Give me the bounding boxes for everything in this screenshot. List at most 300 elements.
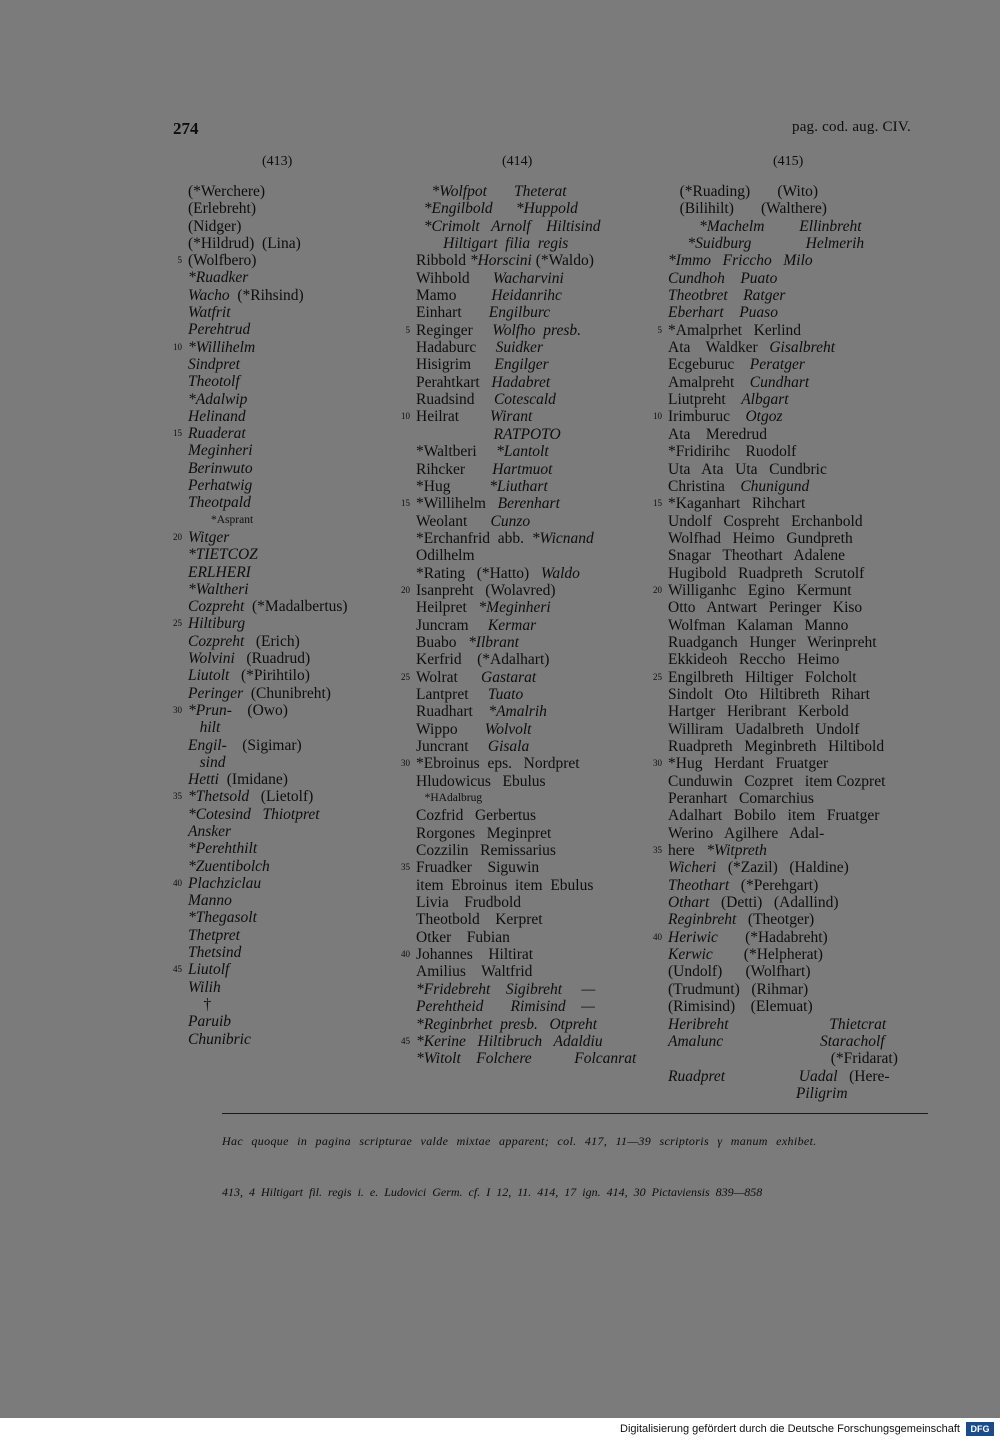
name-text: Paruib bbox=[188, 1013, 232, 1031]
name-text: Ruadpret bbox=[668, 1067, 799, 1085]
line-number bbox=[652, 530, 662, 547]
name-text: Cozzilin Remissarius bbox=[416, 842, 556, 860]
name-text: Hetti bbox=[188, 771, 223, 789]
line-number: 40 bbox=[653, 931, 662, 942]
name-text: Juncram bbox=[416, 616, 488, 634]
name-line bbox=[172, 858, 387, 875]
name-line bbox=[652, 443, 932, 460]
name-text: (Owo) bbox=[235, 701, 288, 719]
name-line bbox=[172, 875, 387, 892]
name-text: *HAdalbrug bbox=[416, 792, 483, 805]
line-number bbox=[652, 946, 662, 963]
name-text: Werino Agilhere Adal- bbox=[668, 824, 825, 842]
line-number bbox=[652, 252, 662, 269]
name-line bbox=[172, 321, 387, 338]
name-text: (*Rihsind) bbox=[233, 286, 304, 304]
name-text: Heidanrihc bbox=[491, 287, 562, 305]
name-text: Uadal bbox=[798, 1067, 842, 1085]
name-text: Lantpret bbox=[416, 685, 488, 703]
name-text: Mamo bbox=[416, 287, 492, 305]
name-line bbox=[652, 929, 932, 946]
line-number bbox=[400, 651, 410, 668]
name-text: (Lietolf) bbox=[253, 788, 314, 806]
name-line bbox=[172, 737, 387, 754]
line-number: 5 bbox=[405, 324, 410, 335]
name-text: *Willihelm bbox=[416, 495, 498, 513]
line-number: 15 bbox=[401, 498, 410, 509]
name-text: Wolfman Kalaman Manno bbox=[668, 616, 849, 634]
name-text: *Prun- bbox=[188, 701, 236, 719]
name-line bbox=[400, 911, 650, 928]
line-number: 30 bbox=[653, 758, 662, 769]
name-line bbox=[652, 651, 932, 668]
line-number bbox=[400, 270, 410, 287]
name-line bbox=[400, 270, 650, 287]
line-number bbox=[652, 790, 662, 807]
name-line bbox=[172, 304, 387, 321]
name-text: *Horscini bbox=[469, 252, 536, 270]
line-number bbox=[652, 461, 662, 478]
name-text: Williram Uadalbreth Undolf bbox=[668, 720, 860, 738]
name-line bbox=[172, 218, 387, 235]
name-line bbox=[652, 755, 932, 772]
line-number bbox=[400, 981, 410, 998]
name-text: (Sigimar) bbox=[230, 736, 302, 754]
name-line bbox=[400, 721, 650, 738]
name-line bbox=[172, 650, 387, 667]
name-text: Cozpreht bbox=[188, 598, 249, 616]
name-text: Ata Meredrud bbox=[668, 425, 767, 443]
line-number bbox=[172, 598, 182, 615]
name-line bbox=[652, 790, 932, 807]
name-text: Johannes Hiltirat bbox=[416, 946, 534, 964]
name-line bbox=[652, 1068, 932, 1085]
column-414 bbox=[400, 183, 650, 1068]
name-text: (*Fridarat) bbox=[668, 1050, 898, 1068]
name-text: Othart bbox=[668, 894, 714, 912]
name-line bbox=[400, 599, 650, 616]
name-text: Amalunc Staracholf bbox=[668, 1032, 885, 1050]
name-line bbox=[172, 840, 387, 857]
name-text: Sindpret bbox=[188, 355, 240, 373]
line-number bbox=[172, 650, 182, 667]
name-text: RATPOTO bbox=[493, 425, 561, 443]
name-text: Amalpreht bbox=[668, 373, 750, 391]
name-line bbox=[400, 617, 650, 634]
name-text: Hartmuot bbox=[492, 460, 553, 478]
line-number bbox=[400, 287, 410, 304]
name-text: (Theotger) bbox=[740, 911, 815, 929]
name-text: *Reginbrhet presb. Otpreht bbox=[416, 1015, 598, 1033]
column-heading-414: (414) bbox=[502, 154, 533, 169]
name-text: Irimburuc bbox=[668, 408, 746, 426]
line-number bbox=[400, 391, 410, 408]
name-text bbox=[416, 426, 494, 443]
name-text: item Ebroinus item Ebulus bbox=[416, 876, 594, 894]
line-number bbox=[400, 929, 410, 946]
name-text: *Waltheri bbox=[188, 580, 249, 598]
name-text: Ansker bbox=[188, 822, 232, 840]
name-line bbox=[652, 565, 932, 582]
line-number bbox=[172, 719, 182, 736]
line-number bbox=[172, 754, 182, 771]
name-text: Weolant bbox=[416, 512, 491, 530]
name-text: *Kaganhart Rihchart bbox=[668, 495, 806, 513]
name-text: (*Pirihtilo) bbox=[233, 667, 310, 685]
name-text: Hludowicus Ebulus bbox=[416, 772, 546, 790]
name-line bbox=[652, 981, 932, 998]
name-line bbox=[172, 633, 387, 650]
name-line bbox=[652, 721, 932, 738]
name-line bbox=[400, 547, 650, 564]
name-text: Einhart bbox=[416, 304, 489, 322]
line-number bbox=[172, 927, 182, 944]
name-line bbox=[172, 477, 387, 494]
line-number: 35 bbox=[653, 845, 662, 856]
name-text: (*Zazil) (Haldine) bbox=[720, 859, 849, 877]
line-number bbox=[400, 513, 410, 530]
name-text: ERLHERI bbox=[188, 563, 251, 581]
name-line bbox=[172, 200, 387, 217]
name-line bbox=[400, 946, 650, 963]
name-text: Buabo bbox=[416, 633, 469, 651]
name-line bbox=[400, 651, 650, 668]
name-line bbox=[172, 546, 387, 563]
name-text: Rihcker bbox=[416, 460, 493, 478]
line-number bbox=[172, 477, 182, 494]
name-line bbox=[652, 339, 932, 356]
name-text: Gastarat bbox=[481, 668, 537, 686]
name-line bbox=[400, 322, 650, 339]
name-text: (Here- bbox=[841, 1067, 890, 1085]
line-number bbox=[400, 1016, 410, 1033]
line-number bbox=[172, 269, 182, 286]
footnote-apparatus: 413, 4 Hiltigart fil. regis i. e. Ludovici Germ. cf. I 12, 11. 414, 17 ign. 414, 30 Pictaviensis 839—858 bbox=[222, 1185, 763, 1199]
name-text: Perehtrud bbox=[188, 321, 251, 339]
name-text: Heilrat bbox=[416, 408, 491, 426]
line-number bbox=[400, 998, 410, 1015]
name-text: *Lantolt bbox=[496, 443, 549, 461]
name-line bbox=[172, 512, 387, 529]
dfg-logo: DFG bbox=[966, 1422, 994, 1436]
name-text: Ruadganch Hunger Werinpreht bbox=[668, 633, 877, 651]
name-line bbox=[172, 425, 387, 442]
name-text: here bbox=[668, 842, 707, 860]
name-line bbox=[652, 963, 932, 980]
name-text: Reginbreht bbox=[668, 911, 741, 929]
name-line bbox=[400, 807, 650, 824]
line-number bbox=[652, 391, 662, 408]
name-text: Heriwic bbox=[668, 928, 722, 946]
line-number bbox=[172, 840, 182, 857]
name-text: Tuato bbox=[487, 685, 524, 703]
line-number bbox=[652, 270, 662, 287]
name-line bbox=[172, 823, 387, 840]
name-line bbox=[652, 859, 932, 876]
name-line bbox=[400, 495, 650, 512]
line-number: 20 bbox=[653, 584, 662, 595]
line-number bbox=[400, 183, 410, 200]
line-number: 45 bbox=[401, 1035, 410, 1046]
line-number bbox=[400, 1050, 410, 1067]
line-number bbox=[172, 183, 182, 200]
name-line bbox=[400, 1033, 650, 1050]
name-line bbox=[172, 927, 387, 944]
name-text: (*Werchere) bbox=[188, 183, 266, 200]
name-line bbox=[652, 287, 932, 304]
name-text: Waldo bbox=[540, 564, 580, 582]
name-text: (Nidger) bbox=[188, 217, 242, 235]
name-line bbox=[652, 946, 932, 963]
name-text: Meginheri bbox=[188, 442, 253, 460]
name-text: Cotescald bbox=[493, 391, 556, 409]
line-number bbox=[652, 651, 662, 668]
name-text: *Amalrih bbox=[488, 703, 547, 721]
name-line bbox=[652, 252, 932, 269]
name-line bbox=[400, 218, 650, 235]
line-number bbox=[172, 909, 182, 926]
name-line bbox=[652, 513, 932, 530]
line-number bbox=[172, 287, 182, 304]
name-line bbox=[400, 703, 650, 720]
name-text: Piligrim bbox=[668, 1084, 848, 1102]
name-line bbox=[172, 788, 387, 805]
name-text: Adalhart Bobilo item Fruatger bbox=[668, 807, 880, 825]
name-line bbox=[172, 806, 387, 823]
line-number bbox=[172, 806, 182, 823]
name-text: Uta Ata Uta Cundbric bbox=[668, 460, 827, 478]
line-number bbox=[172, 667, 182, 684]
name-line bbox=[400, 998, 650, 1015]
line-number bbox=[400, 478, 410, 495]
name-line bbox=[652, 547, 932, 564]
name-text: Kermar bbox=[487, 616, 537, 634]
name-line bbox=[172, 598, 387, 615]
name-line bbox=[652, 183, 932, 200]
name-text: (*Helpherat) bbox=[716, 946, 823, 964]
name-text: Isanpreht (Wolavred) bbox=[416, 581, 556, 599]
name-text: Wihbold bbox=[416, 269, 493, 287]
name-text: Theothart bbox=[668, 876, 734, 894]
line-number bbox=[400, 599, 410, 616]
name-line bbox=[400, 513, 650, 530]
name-line bbox=[652, 356, 932, 373]
line-number bbox=[652, 703, 662, 720]
line-number bbox=[400, 738, 410, 755]
line-number bbox=[400, 686, 410, 703]
name-line bbox=[172, 408, 387, 425]
name-line bbox=[172, 564, 387, 581]
name-text: *Zuentibolch bbox=[188, 857, 270, 875]
name-line bbox=[400, 408, 650, 425]
name-line bbox=[172, 771, 387, 788]
name-text: Wippo bbox=[416, 720, 485, 738]
name-line bbox=[652, 807, 932, 824]
line-number bbox=[652, 513, 662, 530]
line-number bbox=[172, 408, 182, 425]
name-text: *Thegasolt bbox=[188, 909, 257, 927]
name-text: Liutpreht bbox=[668, 391, 742, 409]
name-text: *Adalwip bbox=[188, 390, 248, 408]
name-text: *Amalprhet Kerlind bbox=[668, 321, 802, 339]
page-number: 274 bbox=[173, 119, 199, 138]
name-line bbox=[172, 269, 387, 286]
line-number bbox=[400, 565, 410, 582]
name-text: Ruaderat bbox=[188, 425, 246, 443]
name-text: Perhatwig bbox=[188, 477, 253, 495]
line-number: 20 bbox=[173, 531, 182, 542]
name-text: Chunigund bbox=[740, 477, 810, 495]
name-text: Hiltiburg bbox=[188, 615, 246, 633]
name-line bbox=[400, 1016, 650, 1033]
name-line bbox=[652, 877, 932, 894]
line-number: 15 bbox=[653, 498, 662, 509]
line-number bbox=[652, 478, 662, 495]
line-number bbox=[652, 859, 662, 876]
name-line bbox=[172, 754, 387, 771]
name-text: Thetpret bbox=[188, 926, 240, 944]
line-number: 30 bbox=[173, 704, 182, 715]
name-text: *Ilbrant bbox=[468, 633, 519, 651]
line-number bbox=[400, 842, 410, 859]
column-heading-415: (415) bbox=[773, 154, 804, 169]
name-text: *Witpreth bbox=[706, 842, 767, 860]
line-number bbox=[652, 339, 662, 356]
line-number bbox=[652, 738, 662, 755]
name-text: *Cotesind Thiotpret bbox=[188, 805, 320, 823]
line-number bbox=[652, 825, 662, 842]
line-number bbox=[652, 183, 662, 200]
footer-credit: Digitalisierung gefördert durch die Deutsche Forschungsgemeinschaft bbox=[620, 1423, 960, 1435]
line-number: 25 bbox=[401, 671, 410, 682]
name-text: Ruadpreth Meginbreth Hiltibold bbox=[668, 738, 885, 755]
line-number bbox=[172, 633, 182, 650]
name-text: *Ebroinus eps. Nordpret bbox=[416, 755, 580, 773]
name-line bbox=[400, 443, 650, 460]
name-line bbox=[172, 685, 387, 702]
line-number bbox=[652, 304, 662, 321]
name-text: Liutolt bbox=[188, 667, 234, 685]
line-number bbox=[652, 877, 662, 894]
name-text: Albgart bbox=[741, 391, 789, 409]
name-line bbox=[652, 218, 932, 235]
name-line bbox=[400, 686, 650, 703]
name-line bbox=[400, 842, 650, 859]
name-text: (Erich) bbox=[248, 632, 300, 650]
line-number bbox=[172, 823, 182, 840]
line-number bbox=[652, 218, 662, 235]
name-text: *Thetsold bbox=[188, 788, 254, 806]
line-number bbox=[172, 892, 182, 909]
line-number bbox=[172, 512, 182, 529]
name-line bbox=[172, 287, 387, 304]
name-text: Engilbreth Hiltiger Folcholt bbox=[668, 668, 857, 686]
line-number bbox=[400, 443, 410, 460]
line-number bbox=[652, 599, 662, 616]
name-text: *Immo Friccho Milo bbox=[668, 252, 813, 270]
line-number bbox=[172, 321, 182, 338]
name-text: Otker Fubian bbox=[416, 928, 510, 946]
name-text: *Perehthilt bbox=[188, 840, 258, 858]
line-number bbox=[652, 617, 662, 634]
name-text: Hugibold Ruadpreth Scrutolf bbox=[668, 564, 865, 582]
line-number bbox=[400, 235, 410, 252]
name-text: Wolfho presb. bbox=[492, 321, 582, 339]
name-line bbox=[172, 391, 387, 408]
line-number bbox=[652, 894, 662, 911]
line-number bbox=[400, 703, 410, 720]
name-line bbox=[172, 892, 387, 909]
name-line bbox=[652, 530, 932, 547]
name-text: Snagar Theothart Adalene bbox=[668, 547, 846, 565]
name-text: Peranhart Comarchius bbox=[668, 790, 814, 808]
line-number bbox=[652, 356, 662, 373]
name-line bbox=[652, 617, 932, 634]
line-number bbox=[400, 461, 410, 478]
line-number: 25 bbox=[173, 618, 182, 629]
name-text: Ecgeburuc bbox=[668, 356, 750, 374]
name-text: Cundhoh Puato bbox=[668, 269, 778, 287]
line-number bbox=[172, 235, 182, 252]
name-text: Livia Frudbold bbox=[416, 894, 522, 912]
name-text: Wolfhad Heimo Gundpreth bbox=[668, 529, 853, 547]
name-text: Ruadhart bbox=[416, 703, 489, 721]
name-text: Gisala bbox=[487, 738, 530, 755]
name-text: *Machelm Ellinbreht bbox=[668, 217, 862, 235]
line-number bbox=[400, 218, 410, 235]
name-line bbox=[400, 669, 650, 686]
name-line bbox=[652, 322, 932, 339]
name-text: Sindolt Oto Hiltibreth Rihart bbox=[668, 685, 870, 703]
name-text: (Bilihilt) (Walthere) bbox=[668, 200, 827, 218]
name-text: *Asprant bbox=[188, 513, 254, 526]
name-line bbox=[652, 374, 932, 391]
name-line bbox=[652, 894, 932, 911]
name-line bbox=[400, 634, 650, 651]
name-line bbox=[172, 356, 387, 373]
line-number: 45 bbox=[173, 964, 182, 975]
name-text: Kerwic bbox=[668, 946, 717, 964]
name-line bbox=[400, 478, 650, 495]
name-line bbox=[172, 373, 387, 390]
name-text: Hisigrim bbox=[416, 356, 495, 374]
name-text: Amilius Waltfrid bbox=[416, 963, 533, 981]
name-line bbox=[172, 944, 387, 961]
name-text: *Ruadker bbox=[188, 269, 249, 287]
name-text: Peratger bbox=[749, 356, 805, 374]
name-text: Wacharvini bbox=[492, 269, 564, 287]
name-text: Peringer bbox=[188, 684, 247, 702]
name-line bbox=[400, 582, 650, 599]
name-text: (*Hildrud) (Lina) bbox=[188, 234, 301, 252]
line-number bbox=[172, 996, 182, 1013]
name-text: Williganhc Egino Kermunt bbox=[668, 581, 852, 599]
name-text: Ruadsind bbox=[416, 391, 494, 409]
line-number bbox=[172, 944, 182, 961]
name-text: *Fridirihc Ruodolf bbox=[668, 443, 797, 461]
name-text: Engilger bbox=[494, 356, 549, 374]
line-number bbox=[172, 771, 182, 788]
line-number bbox=[172, 1031, 182, 1048]
name-line bbox=[652, 1016, 932, 1033]
line-number: 35 bbox=[173, 791, 182, 802]
name-line bbox=[172, 979, 387, 996]
name-text: Chunibric bbox=[188, 1030, 251, 1048]
line-number bbox=[400, 374, 410, 391]
name-text: (Undolf) (Wolfhart) bbox=[668, 963, 811, 981]
name-line bbox=[652, 461, 932, 478]
line-number: 20 bbox=[401, 584, 410, 595]
